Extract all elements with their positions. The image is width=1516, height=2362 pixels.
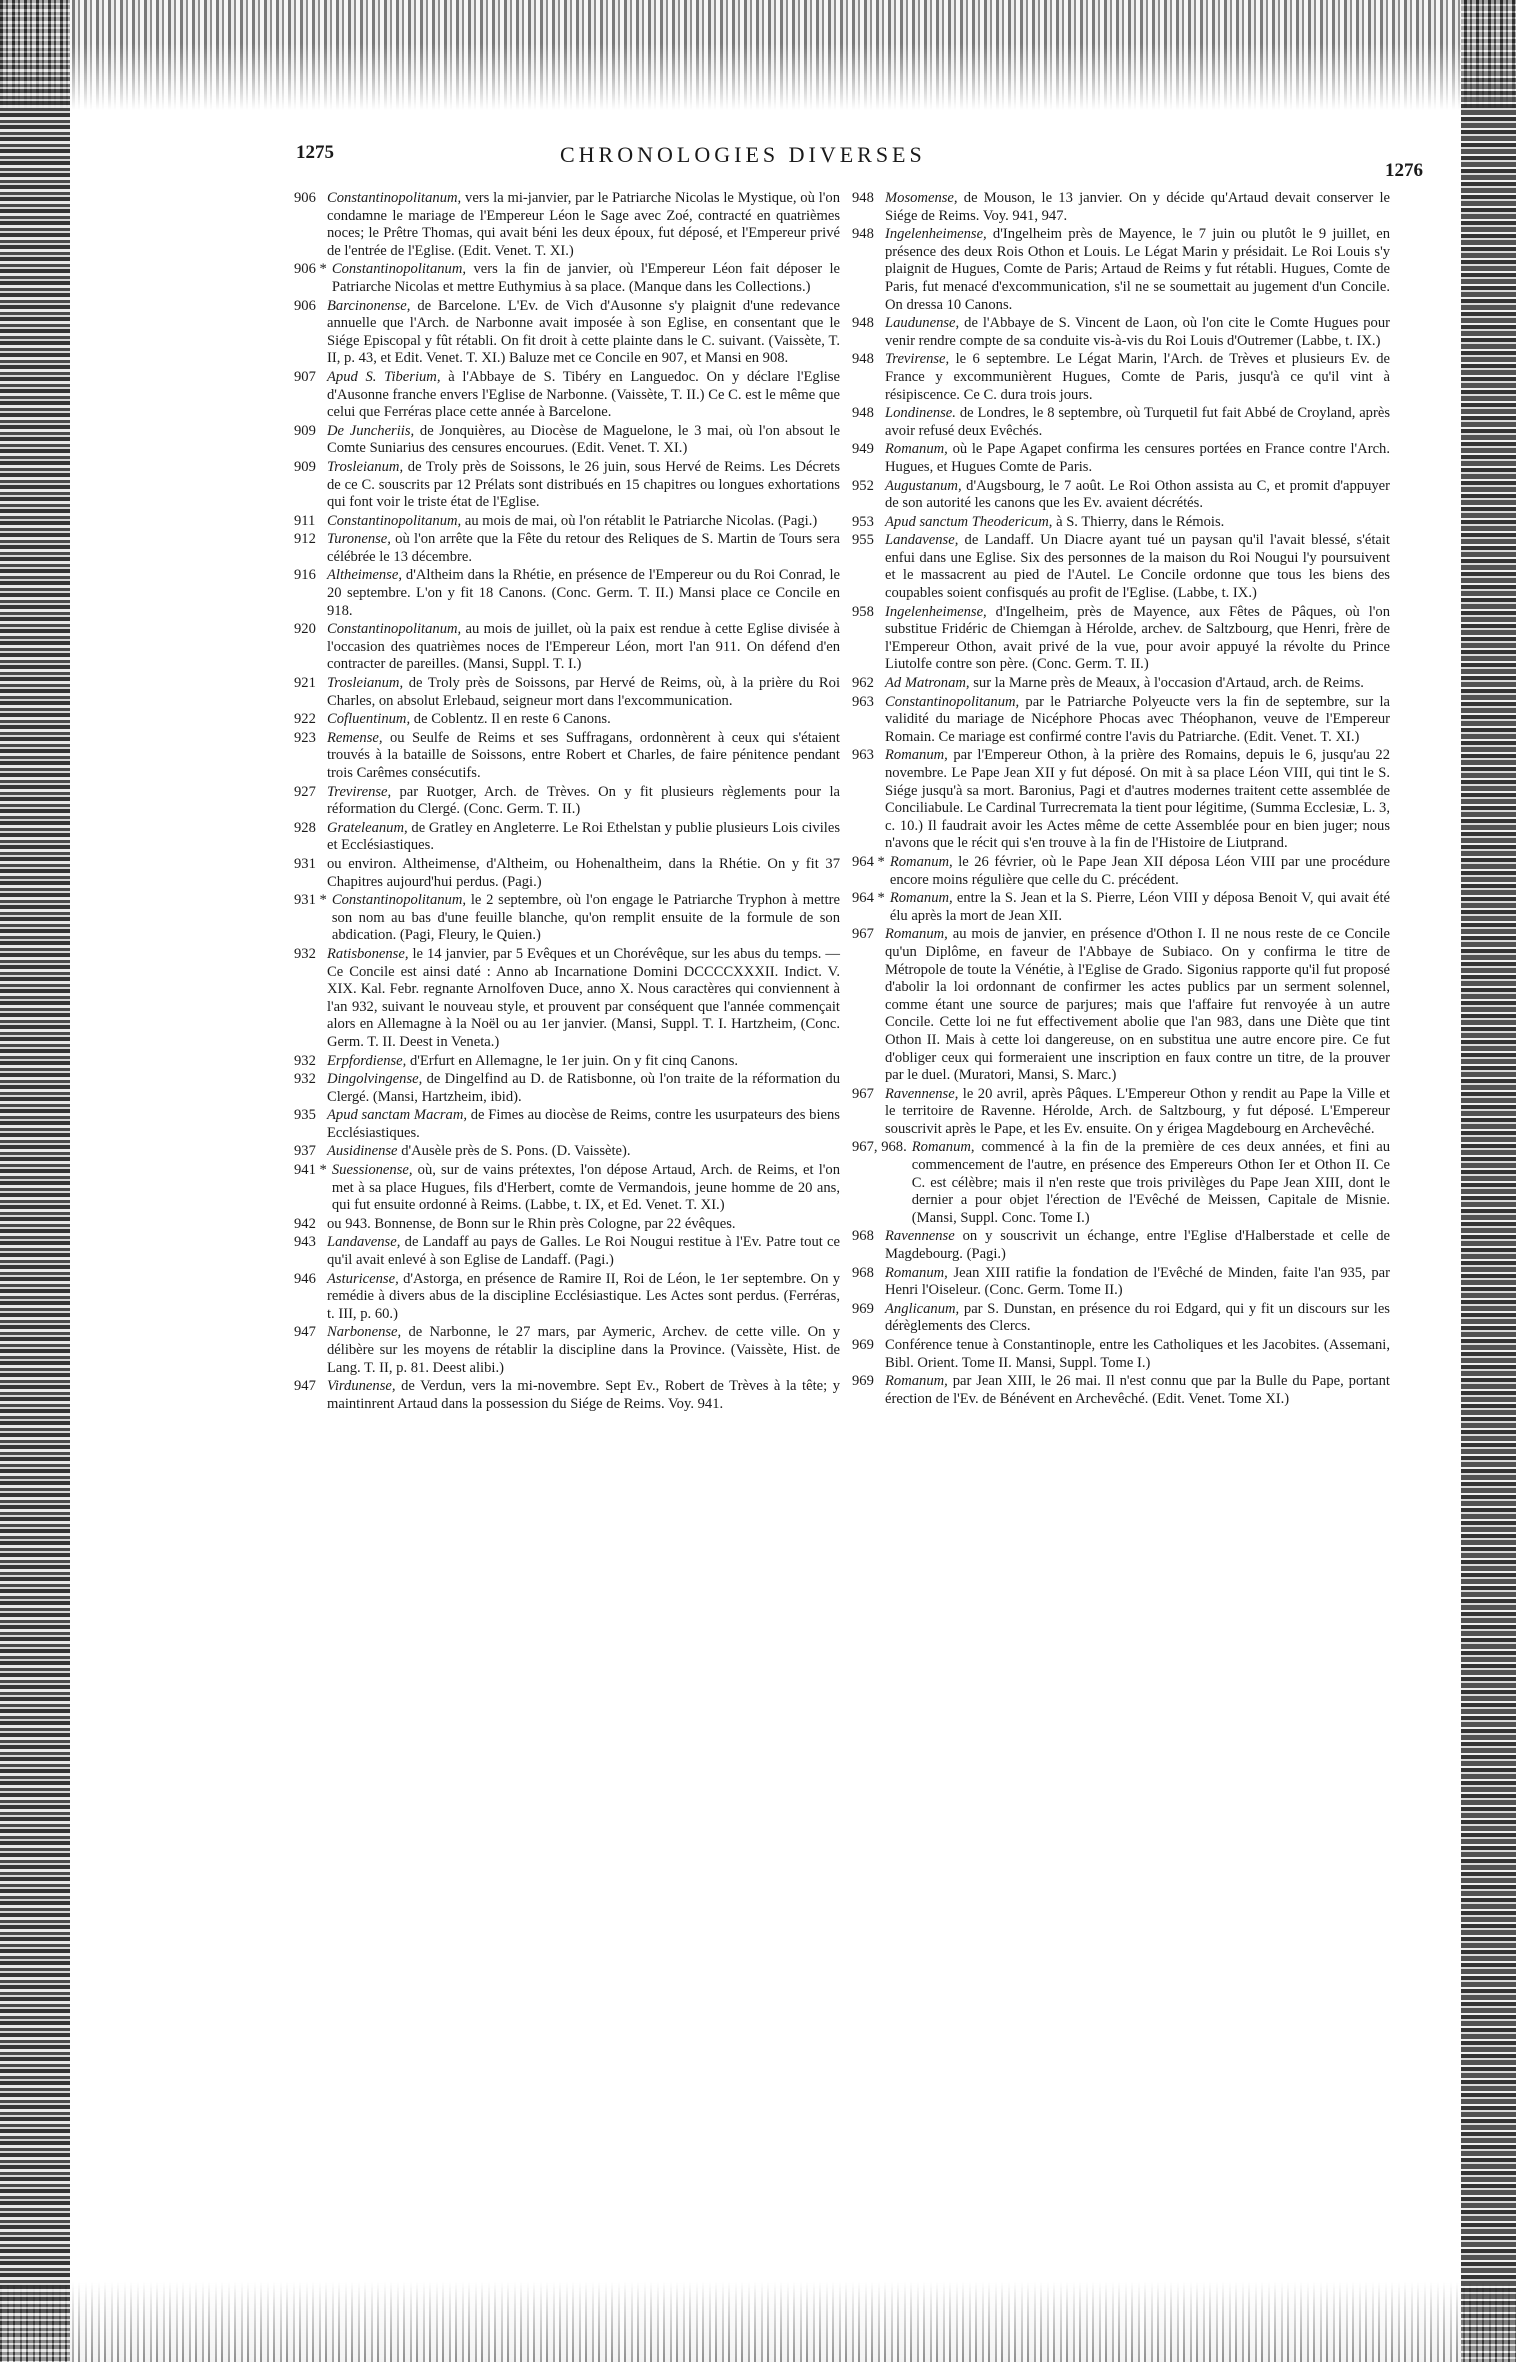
council-entry xyxy=(294,856,840,891)
entry-text: de Barcelone. L'Ev. de Vich d'Ausonne s'y plaignit d'une redevance annuelle que l'Arch. de Narbonne avait imposée à son Eglise, en consentant que le Siége Episcopal y fût rétabli. On fit droit à cette plainte dans le C. suivant. (Vaissète, T. II, p. 43, et Edit. Venet. T. XI.) Baluze met ce Concile en 907, et Mansi en 908. xyxy=(327,297,840,367)
council-entry xyxy=(294,1162,840,1215)
entry-body xyxy=(885,351,1390,404)
scan-edge-left xyxy=(0,0,70,2362)
entry-text: d'Altheim dans la Rhétie, en présence de l'Empereur ou du Roi Conrad, le 20 septembre. L'on y fit 18 Canons. (Conc. Germ. T. II.) Mansi place ce Concile en 918. xyxy=(327,567,840,619)
entry-year: 953 xyxy=(852,513,874,530)
running-head-title: CHRONOLOGIES DIVERSES xyxy=(560,142,926,167)
council-name: Barcinonense, xyxy=(327,297,411,314)
council-name: Dingolvingense, xyxy=(327,1071,423,1088)
entry-year: 948 xyxy=(852,226,874,243)
entry-text: de Coblentz. Il en reste 6 Canons. xyxy=(413,711,611,728)
council-entry xyxy=(294,1216,840,1234)
council-entry xyxy=(294,261,840,296)
council-name: Virdunense, xyxy=(327,1378,396,1395)
entry-text: à l'Abbaye de S. Tibéry en Languedoc. On y déclare l'Eglise d'Ausonne franche envers l'Eglise de Narbonne. (Vaissète, T. II.) Ce C. est le même que celui que Ferréras place cette année à Barcelone. xyxy=(327,368,840,421)
entry-year: 969 xyxy=(852,1373,874,1390)
council-name: Ingelenheimense, xyxy=(885,603,987,620)
entry-year: 941 * xyxy=(294,1162,327,1179)
council-entry xyxy=(294,946,840,1052)
entry-text: par le Patriarche Polyeucte vers la fin de septembre, sur la validité du mariage de Nicéphore Phocas avec Théophanon, veuve de l'Empereur Romain. Ce mariage est confirmé contre l'avis du Patriarche. (Edit. Venet. T. XI.) xyxy=(885,693,1391,745)
entry-body xyxy=(885,226,1390,314)
entry-text: vers la mi-janvier, par le Patriarche Nicolas le Mystique, où l'on condamne le mariage de l'Empereur Léon le Sage avec Zoé, contracté en quatrièmes noces; le Prêtre Thomas, qui avait béni les deux époux, fut déposé, et l'Empereur privé de l'entrée de l'Eglise. (Edit. Venet. T. XI.) xyxy=(327,190,840,259)
council-name: Romanum, xyxy=(885,926,948,943)
entry-year: 935 xyxy=(294,1107,316,1124)
entry-body xyxy=(327,1378,840,1413)
council-entry xyxy=(294,567,840,620)
entry-body xyxy=(885,1301,1390,1336)
council-name: Romanum, xyxy=(885,1373,948,1390)
council-name: Constantinopolitanum, xyxy=(331,892,467,909)
council-entry xyxy=(852,1301,1390,1336)
entry-text: de Dingelfind au D. de Ratisbonne, où l'on traite de la réformation du Clergé. (Mansi, Hartzheim, ibid). xyxy=(327,1071,840,1105)
council-name: Ausidinense xyxy=(327,1143,398,1160)
council-entry xyxy=(852,351,1390,404)
entry-text: commencé à la fin de la première de ces deux années, et fini au commencement de l'autre, en présence des Empereurs Othon Ier et Othon II. Ce C. est célèbre; mais il n'en reste que trois privilèges du Pape Jean XIII, dont le dernier a pour objet l'érection de l'Evêché de Meissen, Capitale de Misnie. (Mansi, Suppl. Conc. Tome I.) xyxy=(911,1139,1390,1226)
council-entry xyxy=(852,1086,1390,1139)
entry-body xyxy=(327,784,840,819)
entry-year: 932 xyxy=(294,1052,316,1069)
council-name: Romanum, xyxy=(889,890,953,907)
entry-year: 931 xyxy=(294,855,316,872)
council-name: Altheimense, xyxy=(327,567,402,584)
council-entry xyxy=(852,694,1390,747)
council-name: Augustanum, xyxy=(885,477,962,494)
entry-year: 969 xyxy=(852,1337,874,1353)
scan-edge-bottom xyxy=(0,2282,1516,2362)
page-number-left: 1275 xyxy=(296,142,334,163)
entry-body xyxy=(332,261,840,296)
entry-year: 906 * xyxy=(294,261,327,278)
entry-text: par S. Dunstan, en présence du roi Edgard, qui y fit un discours sur les dérèglements des Clercs. xyxy=(885,1300,1390,1335)
entry-body xyxy=(327,567,840,620)
entry-body xyxy=(885,926,1390,1084)
scan-edge-right xyxy=(1461,0,1516,2362)
entry-year: 962 xyxy=(852,675,874,692)
entry-body xyxy=(890,890,1390,925)
council-entry xyxy=(294,1234,840,1269)
entry-body xyxy=(885,190,1390,225)
entry-year: 969 xyxy=(852,1300,874,1317)
council-name: Remense, xyxy=(327,729,383,746)
entry-text: de Fimes au diocèse de Reims, contre les usurpateurs des biens Ecclésiastiques. xyxy=(327,1107,840,1141)
entry-body xyxy=(327,856,840,891)
left-column xyxy=(294,190,840,1414)
council-name: Cofluentinum, xyxy=(327,711,411,728)
entry-year: 912 xyxy=(294,531,316,548)
entry-text: où l'on arrête que la Fête du retour des Reliques de S. Martin de Tours sera célébrée le 13 décembre. xyxy=(327,531,840,565)
entry-body xyxy=(327,1324,840,1377)
council-name: Mosomense, xyxy=(885,190,958,206)
entry-body xyxy=(332,1162,840,1215)
entry-body xyxy=(327,459,840,512)
entry-body xyxy=(332,892,840,945)
council-entry xyxy=(294,1143,840,1161)
entry-text: ou 943. Bonnense, de Bonn sur le Rhin près Cologne, par 22 évêques. xyxy=(327,1215,736,1232)
entry-year: 916 xyxy=(294,567,316,584)
entry-year: 948 xyxy=(852,315,874,332)
council-entry xyxy=(852,1265,1390,1300)
entry-text: on y souscrivit un échange, entre l'Eglise d'Halberstade et celle de Magdebourg. (Pagi.) xyxy=(885,1228,1390,1263)
council-name: Landavense, xyxy=(327,1234,401,1251)
council-name: Asturicense, xyxy=(327,1270,399,1287)
entry-year: 906 xyxy=(294,190,316,206)
council-entry xyxy=(852,926,1390,1084)
entry-text: par l'Empereur Othon, à la prière des Romains, depuis le 6, jusqu'au 22 novembre. Le Pape Jean XII y fut déposé. On mit à sa place Léon VIII, qui tint le S. Siége jusqu'à sa mort. Baronius, Pagi et d'autres modernes traitent cette assemblée de Conciliabule. Le Cardinal Turrecremata la tient pour légitime, (Summa Ecclesiæ, L. 3, c. 10.) Il faudrait avoir les Actes même de cette Assemblée pour en bien juger; nous n'avons que le récit qui s'en trouve à la fin de l'Histoire de Liutprand. xyxy=(885,747,1391,852)
entry-text: au mois de janvier, en présence d'Othon I. Il ne nous reste de ce Concile qu'un Diplôme, en faveur de l'Abbaye de Subiaco. On y confirma le titre de Métropole de toute la Vénétie, à l'Eglise de Grado. Sigonius rapporte qu'il fut proposé d'abolir la loi ordonnant de confirmer les actes publics par un serment solennel, comme étant une source de parjures; mais que l'affaire fut renvoyée à un autre Concile. Cette loi ne fut effectivement abolie que l'an 983, dans une Diète que tint Othon II. Mais à cette loi dangereuse, on en substitua une autre encore pire. Ce fut d'obliger ceux qui formeraient une inscription en faux contre un titre, de la prouver par le duel. (Muratori, Mansi, S. Marc.) xyxy=(885,926,1390,1084)
council-entry xyxy=(294,459,840,512)
council-name: Ingelenheimense, xyxy=(885,226,987,243)
entry-year: 920 xyxy=(294,621,316,638)
council-name: Ravennense xyxy=(885,1228,955,1245)
council-entry xyxy=(294,730,840,783)
council-entry xyxy=(852,532,1390,602)
council-entry xyxy=(852,1337,1390,1372)
entry-body xyxy=(912,1139,1390,1227)
entry-body xyxy=(327,711,840,729)
council-name: Ad Matronam, xyxy=(885,675,970,692)
entry-body xyxy=(885,478,1390,513)
council-entry xyxy=(852,854,1390,889)
council-entry xyxy=(852,1139,1390,1227)
entry-year: 948 xyxy=(852,405,874,422)
entry-body xyxy=(327,1107,840,1142)
council-entry xyxy=(852,405,1390,440)
council-entry xyxy=(294,711,840,729)
entry-year: 964 * xyxy=(852,853,885,870)
council-name: Romanum, xyxy=(911,1139,975,1156)
entry-text: d'Ingelheim près de Mayence, le 7 juin ou plutôt le 9 juillet, en présence des deux Rois Othon et Louis. Le Légat Marin y présidait. Le Roi Louis s'y plaignit de Hugues, Comte de Paris; Artaud de Reims y fut rétabli. Hugues, Comte de Paris, fut menacé d'excommunication, s'il ne se soumettait au jugement d'un Concile. On dressa 10 Canons. xyxy=(885,226,1390,313)
entry-year: 968 xyxy=(852,1228,874,1245)
entry-body xyxy=(327,820,840,855)
council-entry xyxy=(294,820,840,855)
council-entry xyxy=(294,1053,840,1071)
council-entry xyxy=(294,1324,840,1377)
entry-body xyxy=(327,531,840,566)
entry-year: 923 xyxy=(294,729,316,746)
scan-edge-top xyxy=(0,0,1516,110)
council-entry xyxy=(852,514,1390,532)
entry-year: 942 xyxy=(294,1215,316,1232)
entry-year: 947 xyxy=(294,1378,316,1395)
entry-text: d'Astorga, en présence de Ramire II, Roi de Léon, le 1er septembre. On y remédie à divers abus de la discipline Ecclésiastique. Les Actes sont perdus. (Ferréras, t. III, p. 60.) xyxy=(327,1270,840,1322)
entry-year: 952 xyxy=(852,477,874,494)
entry-text: d'Ausèle près de S. Pons. (D. Vaissète). xyxy=(401,1143,631,1160)
council-entry xyxy=(852,226,1390,314)
entry-body xyxy=(327,423,840,458)
entry-text: de Landaff au pays de Galles. Le Roi Nougui restitue à l'Ev. Patre tout ce qu'il avait enlevé à son Eglise de Landaff. (Pagi.) xyxy=(327,1234,841,1269)
entry-text: à S. Thierry, dans le Rémois. xyxy=(1056,513,1225,530)
entry-year: 948 xyxy=(852,351,874,368)
council-entry xyxy=(852,315,1390,350)
entry-body xyxy=(890,854,1390,889)
entry-text: de l'Abbaye de S. Vincent de Laon, où l'on cite le Comte Hugues pour venir rendre compte de sa conduite vis-à-vis du Roi Louis d'Outremer (Labbe, t. IX.) xyxy=(885,315,1390,349)
entry-text: vers la fin de janvier, où l'Empereur Léon fait déposer le Patriarche Nicolas et mettre Euthymius à sa place. (Manque dans les Collections.) xyxy=(331,261,840,295)
entry-body xyxy=(327,369,840,422)
entry-year: 909 xyxy=(294,422,316,439)
council-name: Laudunense, xyxy=(885,315,960,332)
council-entry xyxy=(852,604,1390,674)
entry-body xyxy=(327,298,840,368)
council-name: Londinense. xyxy=(885,405,956,422)
entry-text: ou environ. Altheimense, d'Altheim, ou Hohenaltheim, dans la Rhétie. On y fit 37 Chapitres aujourd'hui perdus. (Pagi.) xyxy=(327,855,840,890)
council-entry xyxy=(294,784,840,819)
entry-text: Jean XIII ratifie la fondation de l'Evêché de Minden, faite l'an 935, par Henri l'Oiseleur. (Conc. Germ. Tome II.) xyxy=(885,1264,1390,1299)
council-name: Landavense, xyxy=(885,532,959,549)
entry-year: 949 xyxy=(852,441,874,458)
council-entry xyxy=(852,675,1390,693)
council-name: Ratisbonense, xyxy=(327,945,409,962)
entry-year: 963 xyxy=(852,747,874,764)
entry-body xyxy=(885,1086,1390,1139)
entry-body xyxy=(327,1234,840,1269)
council-entry xyxy=(294,1107,840,1142)
entry-body xyxy=(327,1143,840,1161)
entry-text: d'Ingelheim, près de Mayence, aux Fêtes de Pâques, où l'on substitue Fridéric de Chiemgan à Hérolde, archev. de Saltzbourg, que Henri, frère de l'Empereur Othon, avait privé de la vue, pour avoir appuyé la révolte du Prince Liutolfe contre son père. (Conc. Germ. T. II.) xyxy=(885,603,1390,673)
council-entry xyxy=(852,747,1390,853)
council-entry xyxy=(294,369,840,422)
council-entry xyxy=(294,298,840,368)
council-name: Trosleianum, xyxy=(327,458,404,475)
council-name: Constantinopolitanum, xyxy=(885,693,1020,710)
entry-body xyxy=(885,514,1390,532)
entry-year: 946 xyxy=(294,1270,316,1287)
entry-body xyxy=(327,1053,840,1071)
council-name: Constantinopolitanum, xyxy=(327,190,462,206)
entry-year: 937 xyxy=(294,1143,316,1160)
entry-body xyxy=(327,675,840,710)
council-name: Constantinopolitanum, xyxy=(327,621,462,638)
council-entry xyxy=(852,1228,1390,1263)
entry-year: 927 xyxy=(294,783,316,800)
entry-text: de Troly près de Soissons, le 26 juin, sous Hervé de Reims. Les Décrets de ce C. souscrits par 12 Prélats sont distribués en 15 chapitres ou longues exhortations qui font voir le triste état de l'Eglise. xyxy=(327,458,841,511)
entry-body xyxy=(885,1337,1390,1372)
entry-year: 958 xyxy=(852,603,874,620)
entry-body xyxy=(885,405,1390,440)
page-number-right: 1276 xyxy=(1385,160,1423,181)
council-entry xyxy=(294,675,840,710)
entry-text: le 2 septembre, où l'on engage le Patriarche Tryphon à mettre son nom au bas d'une feuille blanche, qu'on remplit ensuite de la formule de son abdication. (Pagi, Fleury, le Quien.) xyxy=(331,892,840,944)
entry-year: 967 xyxy=(852,926,874,943)
council-entry xyxy=(294,1378,840,1413)
council-entry xyxy=(852,478,1390,513)
entry-year: 907 xyxy=(294,368,316,385)
council-name: Romanum, xyxy=(885,441,948,458)
council-name: Anglicanum, xyxy=(885,1300,960,1317)
entry-body xyxy=(885,694,1390,747)
council-name: Suessionense, xyxy=(331,1162,413,1179)
entry-year: 943 xyxy=(294,1234,316,1251)
entry-year: 906 xyxy=(294,297,316,314)
council-name: Apud sanctum Theodericum, xyxy=(885,513,1053,530)
council-entry xyxy=(294,1071,840,1106)
entry-text: de Landaff. Un Diacre ayant tué un paysan qu'il l'avait blessé, s'était enfui dans une Eglise. Six des personnes de la maison du Roi Nougui l'y poursuivent et le massacrent au pied de l'Autel. Le Concile ordonne que tous les biens des coupables soient confisqués au profit de l'Eglise. (Labbe, t. IX.) xyxy=(885,532,1390,602)
entry-body xyxy=(885,1228,1390,1263)
entry-body xyxy=(327,513,840,531)
entry-year: 948 xyxy=(852,190,874,206)
entry-year: 909 xyxy=(294,458,316,475)
entry-text: de Londres, le 8 septembre, où Turquetil fut fait Abbé de Croyland, après avoir refusé deux Evêchés. xyxy=(885,405,1390,439)
entry-text: le 6 septembre. Le Légat Marin, l'Arch. de Trèves et plusieurs Ev. de France y excommunièrent Hugues, Comte de Paris, jusqu'à ce qu'il vint à résipiscence. Ce C. dura trois jours. xyxy=(885,351,1391,403)
council-entry xyxy=(294,531,840,566)
entry-year: 921 xyxy=(294,675,316,692)
entry-text: sur la Marne près de Meaux, à l'occasion d'Artaud, arch. de Reims. xyxy=(973,675,1364,692)
council-name: Romanum, xyxy=(885,1264,948,1281)
entry-text: où le Pape Agapet confirma les censures portées en France contre l'Arch. Hugues, et Hugues Comte de Paris. xyxy=(885,441,1390,475)
entry-body xyxy=(327,730,840,783)
council-name: Ravennense, xyxy=(885,1085,959,1102)
entry-year: 922 xyxy=(294,711,316,728)
council-name: Trevirense, xyxy=(885,351,950,368)
council-entry xyxy=(852,190,1390,225)
entry-text: où, sur de vains prétextes, l'on dépose Artaud, Arch. de Reims, et l'on met à sa place Hugues, fils d'Herbert, comte de Vermandois, jeune homme de 20 ans, qui fut ensuite ordonné à Reims. (Labbe, t. IX, et Ed. Venet. T. XI.) xyxy=(331,1162,840,1214)
entry-text: de Gratley en Angleterre. Le Roi Ethelstan y publie plusieurs Lois civiles et Ecclésiastiques. xyxy=(327,819,840,854)
entry-text: le 14 janvier, par 5 Evêques et un Chorévêque, sur les abus du temps. — Ce Concile est ainsi daté : Anno ab Incarnatione Domini DCCCCXXXII. Indict. V. XIX. Kal. Febr. regnante Arnolfoven Duce, anno X. Nous caractères qui conviennent à l'an 932, suivant le nouveau style, et prouvent par conséquent que l'année commençait alors en Allemagne à la Noël ou au 1er janvier. (Mansi, Suppl. T. I. Hartzheim, (Conc. Germ. T. II. Deest in Veneta.) xyxy=(327,945,840,1050)
entry-body xyxy=(327,621,840,674)
council-name: De Juncheriis, xyxy=(327,422,415,439)
entry-year: 932 xyxy=(294,1071,316,1088)
entry-body xyxy=(885,675,1390,693)
entry-body xyxy=(327,190,840,260)
entry-text: de Narbonne, le 27 mars, par Aymeric, Archev. de cette ville. On y délibère sur les moyens de rétablir la discipline dans la Province. (Vaissète, Hist. de Lang. T. II, p. 81. Deest alibi.) xyxy=(327,1324,840,1376)
entry-text: au mois de juillet, où la paix est rendue à cette Eglise divisée à l'occasion des quatrièmes noces de l'Empereur Léon, mort l'an 911. On défend d'en contracter de pareilles. (Mansi, Suppl. T. I.) xyxy=(327,621,840,673)
council-name: Apud S. Tiberium, xyxy=(327,368,441,385)
entry-text: entre la S. Jean et la S. Pierre, Léon VIII y déposa Benoit V, qui avait été élu après la mort de Jean XII. xyxy=(889,890,1391,924)
entry-year: 932 xyxy=(294,945,316,962)
council-name: Romanum, xyxy=(885,747,948,764)
entry-year: 955 xyxy=(852,532,874,549)
page-header xyxy=(0,142,1516,182)
entry-text: au mois de mai, où l'on rétablit le Patriarche Nicolas. (Pagi.) xyxy=(464,512,818,529)
entry-text: de Troly près de Soissons, par Hervé de Reims, où, à la prière du Roi Charles, on absolut Erlebaud, seigneur mort dans l'excommunication. xyxy=(327,675,841,709)
entry-body xyxy=(885,315,1390,350)
council-name: Romanum, xyxy=(889,853,953,870)
council-name: Constantinopolitanum, xyxy=(331,261,467,278)
council-name: Trevirense, xyxy=(327,783,392,800)
entry-text: le 20 avril, après Pâques. L'Empereur Othon y rendit au Pape la Ville et le territoire de Ravenne. Hérolde, Arch. de Saltzbourg, y fut déposé. L'Empereur souscrivit après le Pape, et les Ev. ensuite. On y érigea Magdebourg en Archevêché. xyxy=(885,1085,1390,1137)
council-entry xyxy=(294,423,840,458)
entry-body xyxy=(885,441,1390,476)
entry-body xyxy=(885,604,1390,674)
entry-year: 967 xyxy=(852,1085,874,1102)
entry-body xyxy=(327,946,840,1052)
entry-year: 911 xyxy=(294,512,316,529)
entry-body xyxy=(885,1265,1390,1300)
entry-year: 964 * xyxy=(852,890,885,907)
council-name: Apud sanctam Macram, xyxy=(327,1107,468,1124)
right-column xyxy=(852,190,1390,1409)
entry-text: par Ruotger, Arch. de Trèves. On y fit plusieurs règlements pour la réformation du Clergé. (Conc. Germ. T. II.) xyxy=(327,783,840,818)
entry-year: 967, 968. xyxy=(852,1139,907,1156)
entry-body xyxy=(885,747,1390,853)
council-entry xyxy=(294,892,840,945)
council-name: Turonense, xyxy=(327,531,391,548)
council-entry xyxy=(852,890,1390,925)
entry-text: de Verdun, vers la mi-novembre. Sept Ev., Robert de Trèves à la tête; y maintinrent Artaud dans la possession du Siége de Reims. Voy. 941. xyxy=(327,1378,841,1412)
council-name: Grateleanum, xyxy=(327,819,408,836)
entry-text: par Jean XIII, le 26 mai. Il n'est connu que par la Bulle du Pape, portant érection de l'Ev. de Bénévent en Archevêché. (Edit. Venet. Tome XI.) xyxy=(885,1373,1390,1407)
entry-year: 947 xyxy=(294,1324,316,1341)
entry-year: 968 xyxy=(852,1264,874,1281)
council-name: Narbonense, xyxy=(327,1324,402,1341)
council-entry xyxy=(294,1271,840,1324)
entry-year: 931 * xyxy=(294,892,327,909)
entry-body xyxy=(327,1216,840,1234)
entry-body xyxy=(885,1373,1390,1408)
council-entry xyxy=(294,190,840,260)
council-entry xyxy=(852,441,1390,476)
council-entry xyxy=(852,1373,1390,1408)
entry-year: 963 xyxy=(852,693,874,710)
entry-body xyxy=(327,1071,840,1106)
council-entry xyxy=(294,621,840,674)
entry-year: 928 xyxy=(294,819,316,836)
council-name: Constantinopolitanum, xyxy=(327,512,462,529)
council-entry xyxy=(294,513,840,531)
council-name: Trosleianum, xyxy=(327,675,404,692)
entry-text: de Mouson, le 13 janvier. On y décide qu'Artaud devait conserver le Siége de Reims. Voy. 941, 947. xyxy=(885,190,1390,224)
entry-text: d'Erfurt en Allemagne, le 1er juin. On y fit cinq Canons. xyxy=(409,1052,739,1069)
entry-body xyxy=(885,532,1390,602)
entry-text: ou Seulfe de Reims et ses Suffragans, ordonnèrent à ceux qui s'étaient trouvés à la bataille de Soissons, entre Robert et Charles, de faire pénitence pendant trois Carêmes consécutifs. xyxy=(327,729,840,781)
entry-text: d'Augsbourg, le 7 août. Le Roi Othon assista au C, et promit d'appuyer de son autorité les canons que les Ev. avaient décrétés. xyxy=(885,477,1390,512)
entry-text: le 26 février, où le Pape Jean XII déposa Léon VIII par une procédure encore moins régulière que celle du C. précédent. xyxy=(889,853,1390,888)
council-name: Erpfordiense, xyxy=(327,1052,407,1069)
entry-text: Conférence tenue à Constantinople, entre les Catholiques et les Jacobites. (Assemani, Bibl. Orient. Tome II. Mansi, Suppl. Tome I.) xyxy=(885,1337,1390,1371)
entry-text: de Jonquières, au Diocèse de Maguelone, le 3 mai, où l'on absout le Comte Suniarius des censures encourues. (Edit. Venet. T. XI.) xyxy=(327,422,840,457)
entry-body xyxy=(327,1271,840,1324)
